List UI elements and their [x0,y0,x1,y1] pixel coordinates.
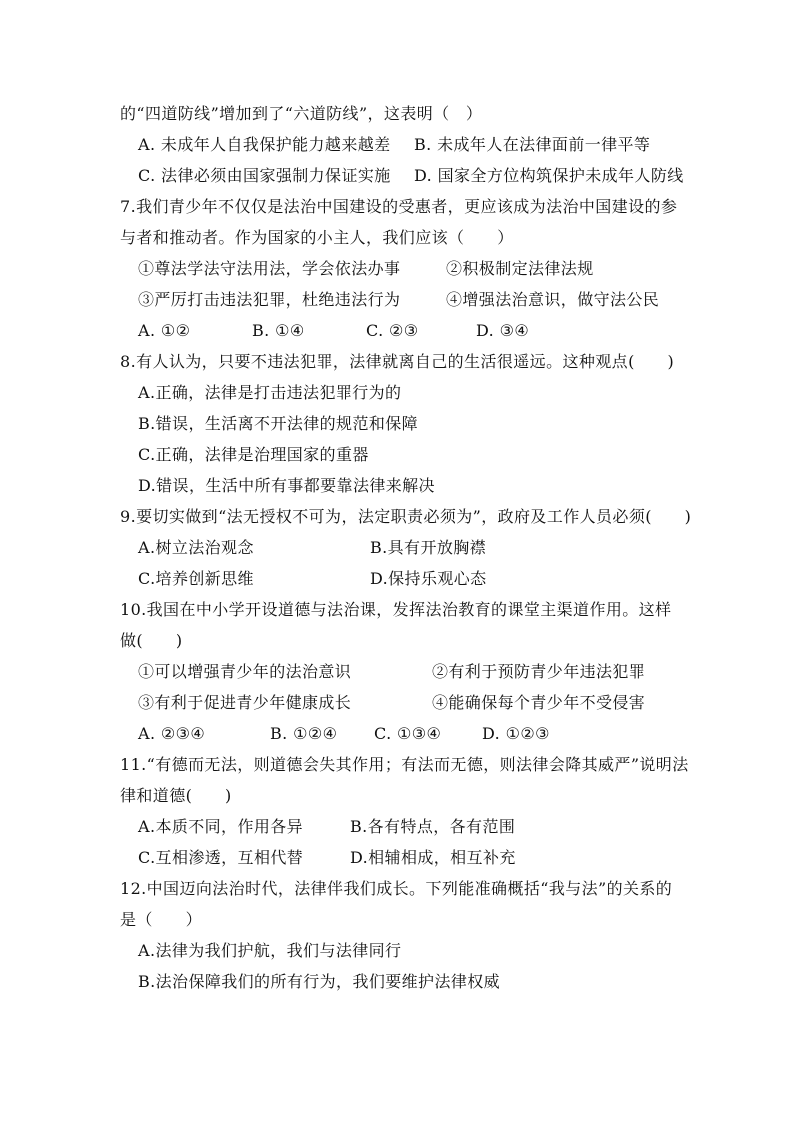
option-d: D. 国家全方位构筑保护未成年人防线 [414,166,684,185]
statement-1: ①可以增强青少年的法治意识 [138,662,352,681]
question-10-stem-continued: 做( ) [120,631,183,650]
option-b: B.各有特点，各有范围 [350,817,516,836]
option-c: C. ②③ [366,321,419,340]
statement-4: ④增强法治意识，做守法公民 [446,290,660,309]
question-11-stem: 11.“有德而无法，则道德会失其作用；有法而无德，则法律会降其威严”说明法 [120,755,689,774]
statement-3: ③严厉打击违法犯罪，杜绝违法行为 [138,290,401,309]
question-9-stem: 9.要切实做到“法无授权不可为，法定职责必须为”，政府及工作人员必须( ) [120,507,692,526]
option-d: D.保持乐观心态 [370,569,487,588]
question-12-option-b: B.法治保障我们的所有行为，我们要维护法律权威 [138,972,501,991]
question-7-stem-continued: 与者和推动者。作为国家的小主人，我们应该（ ） [120,228,514,247]
statement-1: ①尊法学法守法用法，学会依法办事 [138,259,401,278]
option-c: C. 法律必须由国家强制力保证实施 [138,166,391,185]
question-8-option-d: D.错误，生活中所有事都要靠法律来解决 [138,476,435,495]
question-6-stem-continued: 的“四道防线”增加到了“六道防线”，这表明（ ） [120,104,483,123]
option-b: B. ①②④ [270,724,338,743]
question-8-option-a: A.正确，法律是打击违法犯罪行为的 [138,383,402,402]
option-d: D. ③④ [476,321,530,340]
question-11-stem-continued: 律和道德( ) [120,786,232,805]
question-8-option-c: C.正确，法律是治理国家的重器 [138,445,369,464]
question-8-stem: 8.有人认为，只要不违法犯罪，法律就离自己的生活很遥远。这种观点( ) [120,352,675,371]
statement-2: ②积极制定法律法规 [446,259,594,278]
option-c: C.互相渗透，互相代替 [138,848,304,867]
option-a: A.树立法治观念 [138,538,254,557]
option-c: C.培养创新思维 [138,569,254,588]
question-7-stem: 7.我们青少年不仅仅是法治中国建设的受惠者，更应该成为法治中国建设的参 [120,197,678,216]
question-12-stem-continued: 是（ ） [120,910,203,929]
option-b: B. 未成年人在法律面前一律平等 [414,135,651,154]
option-d: D.相辅相成，相互补充 [350,848,516,867]
option-a: A.本质不同，作用各异 [138,817,304,836]
option-b: B.具有开放胸襟 [370,538,487,557]
question-10-stem: 10.我国在中小学开设道德与法治课，发挥法治教育的课堂主渠道作用。这样 [120,600,672,619]
option-b: B. ①④ [252,321,305,340]
option-a: A. ①② [138,321,191,340]
option-a: A. ②③④ [138,724,206,743]
statement-3: ③有利于促进青少年健康成长 [138,693,352,712]
statement-4: ④能确保每个青少年不受侵害 [432,693,646,712]
question-12-option-a: A.法律为我们护航，我们与法律同行 [138,941,402,960]
option-d: D. ①②③ [482,724,550,743]
option-a: A. 未成年人自我保护能力越来越差 [138,135,391,154]
question-8-option-b: B.错误，生活离不开法律的规范和保障 [138,414,419,433]
statement-2: ②有利于预防青少年违法犯罪 [432,662,646,681]
question-12-stem: 12.中国迈向法治时代，法律伴我们成长。下列能准确概括“我与法”的关系的 [120,879,673,898]
option-c: C. ①③④ [374,724,442,743]
